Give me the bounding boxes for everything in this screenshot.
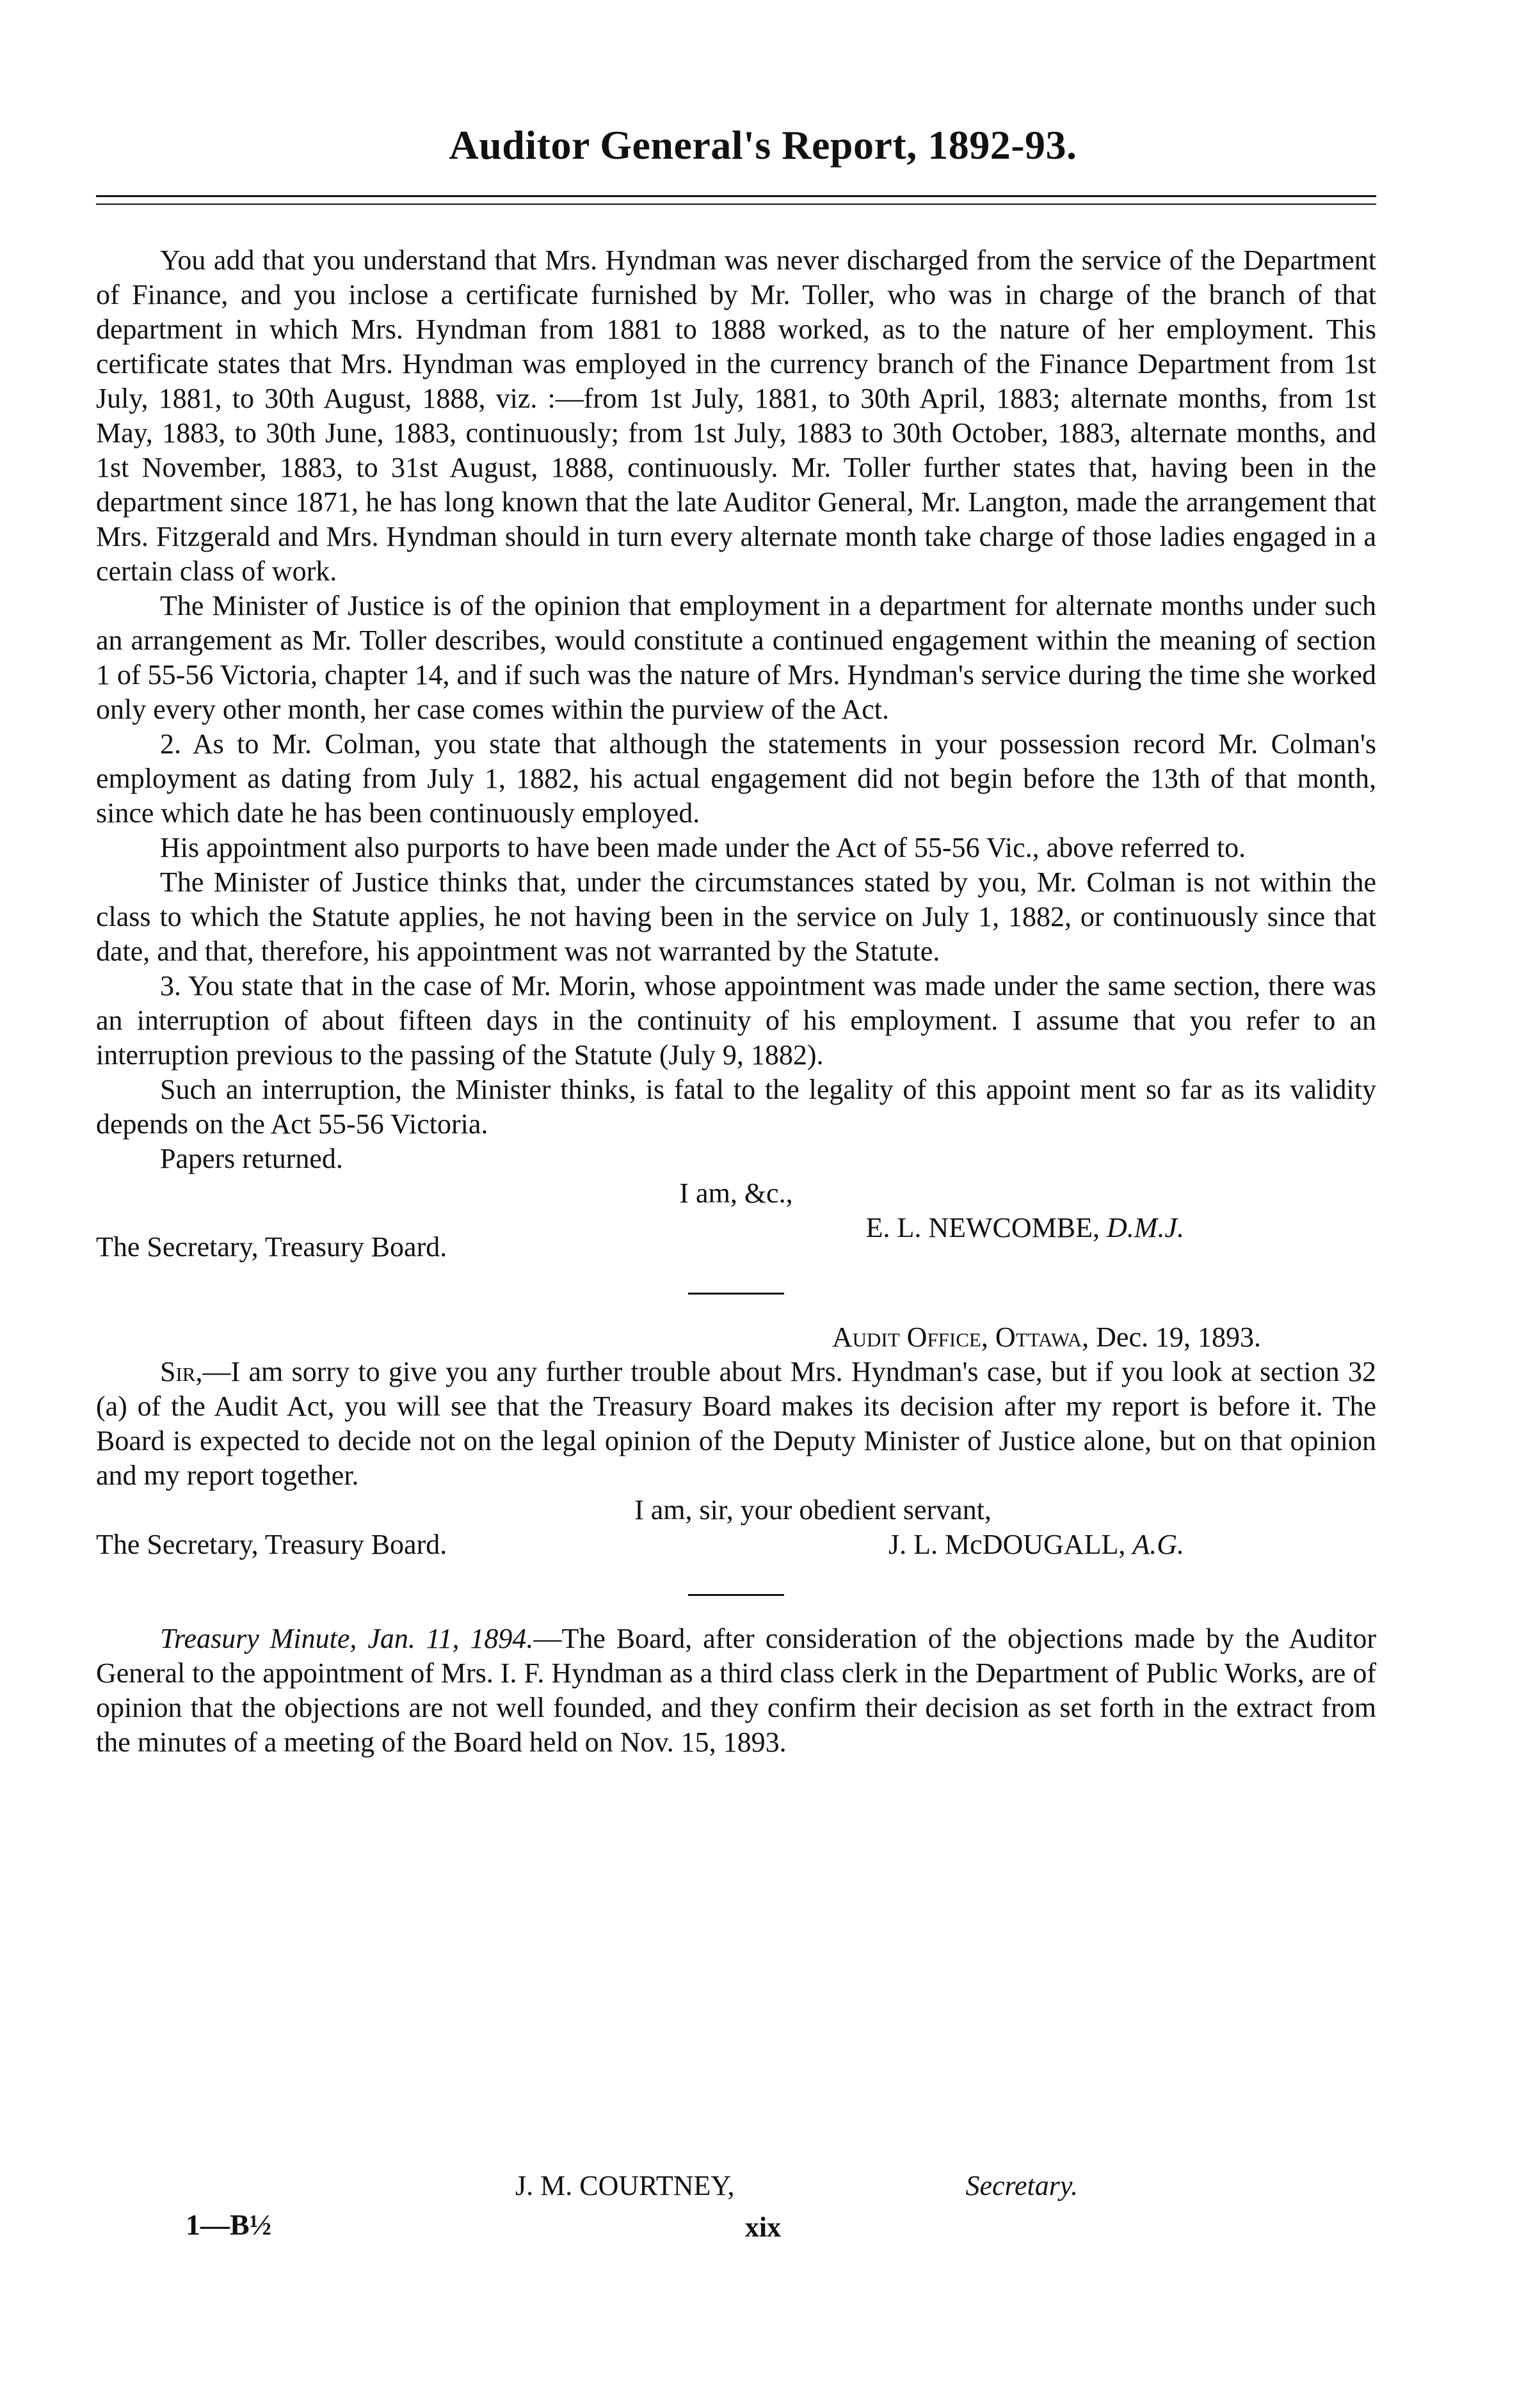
page-number: xix <box>744 2212 782 2243</box>
letter-body: —I am sorry to give you any further trouble about Mrs. Hyndman's case, but if you look at section 32 (a) of the Audit Act, you will see that the Treasury Board makes its decision after my report is before it. The Board is expected to decide not on the legal opinion of the Deputy Minister of Justice alone, but on that opinion and my report together. <box>96 1356 1376 1491</box>
salutation: Sir, <box>160 1356 203 1387</box>
paragraph: You add that you understand that Mrs. Hyndman was never discharged from the service of the Department of Finance, and you inclose a certificate furnished by Mr. Toller, who was in charge of the branch of that department in which Mrs. Hyndman from 1881 to 1888 worked, as to the nature of her employment. This certificate states that Mrs. Hyndman was employed in the currency branch of the Finance Department from 1st July, 1881, to 30th August, 1888, viz. :—from 1st July, 1881, to 30th April, 1883; alternate months, from 1st May, 1883, to 30th June, 1883, continuously; from 1st July, 1883 to 30th October, 1883, alternate months, and 1st November, 1883, to 31st August, 1888, continuously. Mr. Toller further states that, having been in the department since 1871, he has long known that the late Auditor General, Mr. Langton, made the arrangement that Mrs. Fitzgerald and Mrs. Hyndman should in turn every alternate month take charge of those ladies engaged in a certain class of work. <box>96 244 1376 587</box>
paragraph <box>96 1355 1376 1493</box>
dateline-date: Dec. 19, 1893. <box>1096 1321 1261 1353</box>
paragraph: The Minister of Justice is of the opinion that employment in a department for alternate months under such an arrangement as Mr. Toller describes, would constitute a continued engagement within the meaning of section 1 of 55-56 Victoria, chapter 14, and if such was the nature of Mrs. Hyndman's service during the time she worked only every other month, her case comes within the purview of the Act. <box>96 590 1376 725</box>
dateline <box>96 1320 1376 1355</box>
minute-label: Treasury Minute, Jan. 11, 1894. <box>160 1623 534 1654</box>
page-title: Auditor General's Report, 1892-93. <box>449 122 1077 168</box>
addressee: The Secretary, Treasury Board. <box>96 1231 447 1263</box>
section-divider <box>688 1594 784 1596</box>
dateline-office: Audit Office, Ottawa, <box>831 1321 1089 1353</box>
signature-title: A.G. <box>1132 1529 1184 1560</box>
minute-signature <box>0 2169 1526 2202</box>
paragraph <box>96 1622 1376 1760</box>
minute-body: —The Board, after consideration of the objections made by the Auditor General to the appointment of Mrs. I. F. Hyndman as a third class clerk in the Department of Public Works, are of opinion that the objections are not well founded, and they confirm their decision as set forth in the extract from the minutes of a meeting of the Board held on Nov. 15, 1893. <box>96 1623 1376 1758</box>
section-divider <box>688 1293 784 1295</box>
signature-name: J. M. COURTNEY, <box>515 2170 735 2201</box>
paragraph: His appointment also purports to have been made under the Act of 55-56 Vic., above referred to. <box>160 832 1246 863</box>
signature-line <box>96 1527 1376 1565</box>
paragraph: 2. As to Mr. Colman, you state that although the statements in your possession record Mr. Colman's employment as dating from July 1, 1882, his actual engagement did not begin before the 13th of that month, since which date he has been continuously employed. <box>96 728 1376 829</box>
header-double-rule <box>96 195 1376 205</box>
paragraph: Papers returned. <box>160 1143 343 1174</box>
signature-name: E. L. NEWCOMBE, <box>865 1212 1100 1243</box>
signature <box>866 1211 1184 1245</box>
signature-title: D.M.J. <box>1107 1212 1184 1243</box>
signature-name: J. L. McDOUGALL, <box>888 1529 1126 1560</box>
signature-title: Secretary. <box>965 2170 1078 2201</box>
signature <box>888 1527 1184 1562</box>
letter-closing: I am, &c., <box>679 1177 793 1209</box>
paragraph: The Minister of Justice thinks that, under the circumstances stated by you, Mr. Colman is not within the class to which the Statute applies, he not having been in the service on July 1, 1882, or continuously since that date, and that, therefore, his appointment was not warranted by the Statute. <box>96 866 1376 967</box>
document-body <box>96 243 1376 1760</box>
signature-line <box>96 1211 1376 1263</box>
letter-closing: I am, sir, your obedient servant, <box>634 1494 992 1526</box>
signature-mark: 1—B½ <box>186 2208 272 2241</box>
addressee: The Secretary, Treasury Board. <box>96 1529 447 1560</box>
paragraph: 3. You state that in the case of Mr. Morin, whose appointment was made under the same section, there was an interruption of about fifteen days in the continuity of his employment. I assume that you refer to an interruption previous to the passing of the Statute (July 9, 1882). <box>96 970 1376 1071</box>
paragraph: Such an interruption, the Minister thinks, is fatal to the legality of this appoint ment so far as its validity depends on the Act 55-56 Victoria. <box>96 1074 1376 1140</box>
